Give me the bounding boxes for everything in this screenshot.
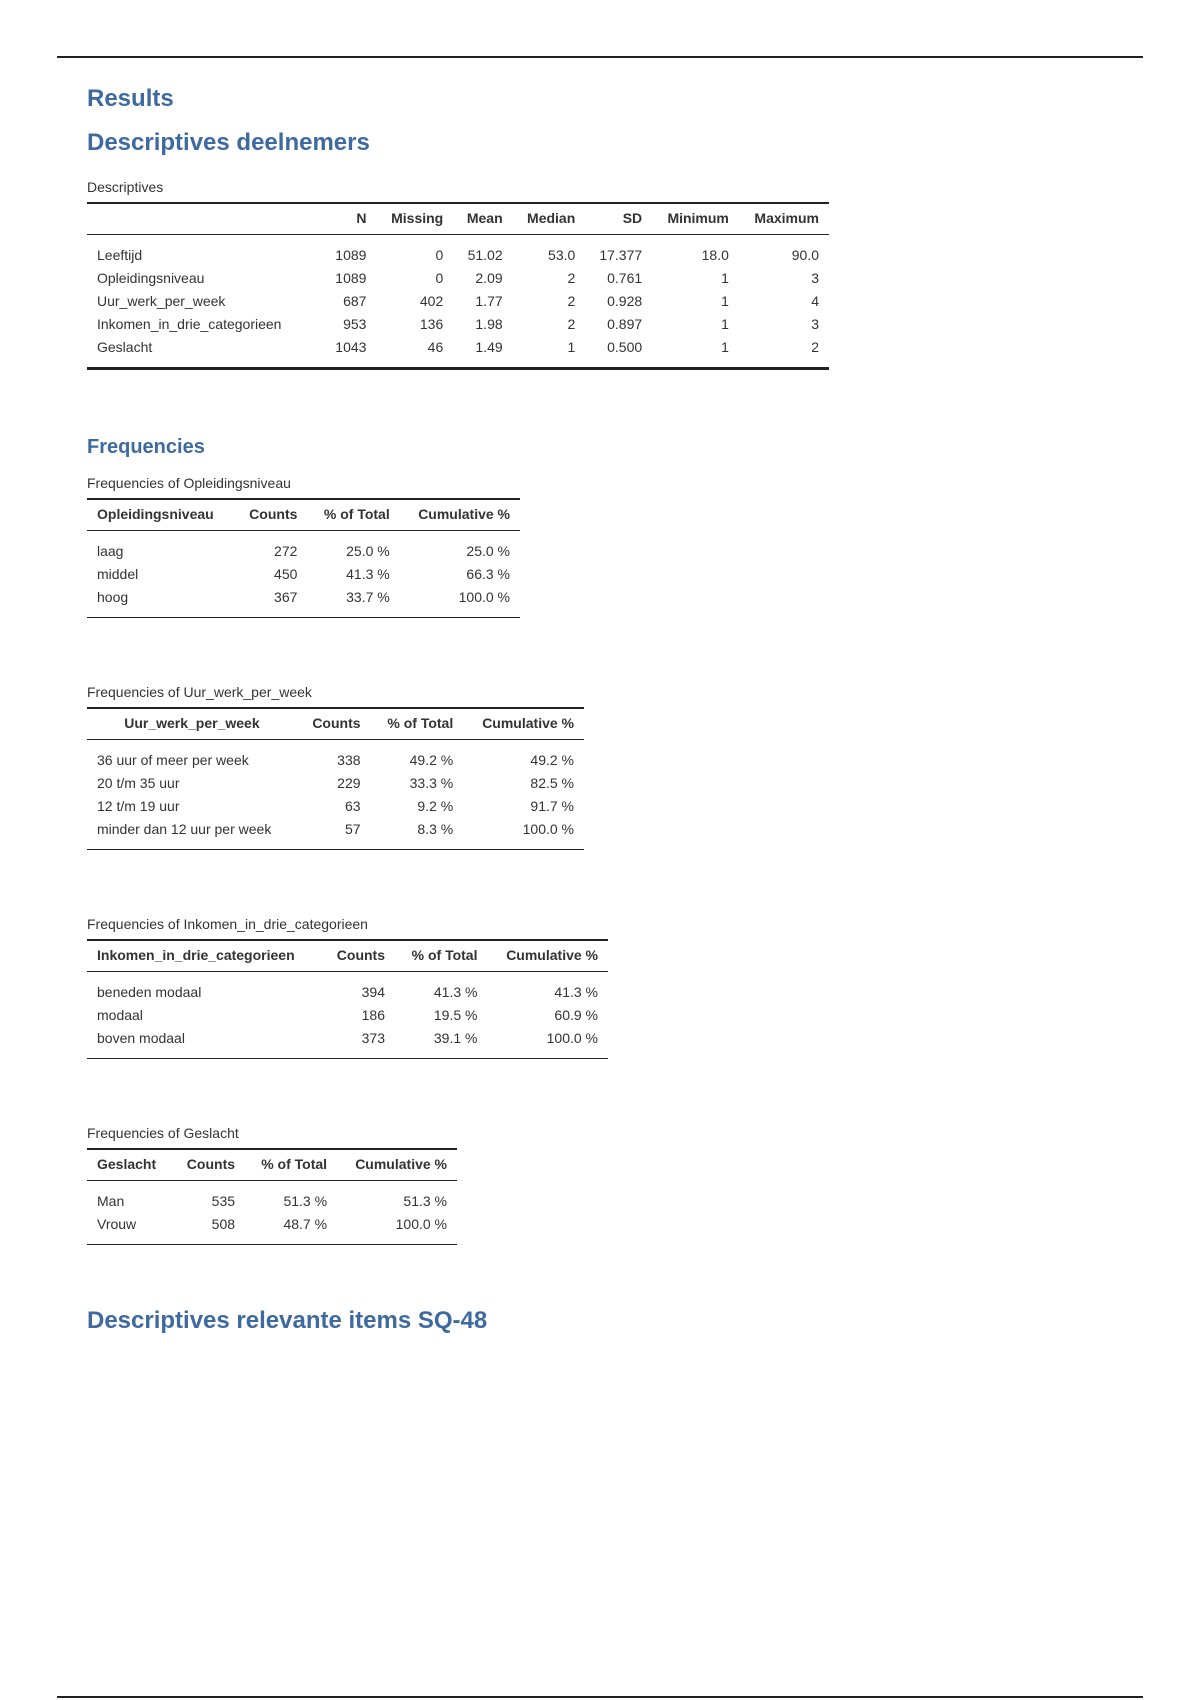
table-cell: 450 (274, 565, 298, 582)
table-cell: 338 (337, 751, 361, 768)
table-cell: Vrouw (87, 1212, 172, 1245)
table-cell: 51.02 (467, 246, 503, 263)
table-caption-opleiding: Frequencies of Opleidingsniveau (87, 475, 291, 491)
table-caption-inkomen: Frequencies of Inkomen_in_drie_categorieen (87, 916, 368, 932)
table-cell: 90.0 (791, 246, 819, 263)
table-cell: 1.77 (475, 292, 503, 309)
table-cell: 48.7 % (245, 1212, 337, 1245)
table-cell: Geslacht (87, 335, 322, 369)
section-heading-frequencies: Frequencies (87, 436, 205, 458)
table-cell: 1089 (335, 246, 367, 263)
table-cell: 2 (567, 292, 576, 309)
table-cell: 1.49 (453, 335, 512, 369)
table-cell: 100.0 % (463, 817, 584, 850)
section-heading-sq48: Descriptives relevante items SQ-48 (87, 1307, 488, 1334)
table-cell: 100.0 % (400, 585, 520, 618)
table-cell: 20 t/m 35 uur (97, 774, 180, 791)
table-cell: beneden modaal (97, 983, 202, 1000)
table-cell: 82.5 % (530, 774, 574, 791)
table-cell: 1 (721, 315, 729, 332)
table-cell: 402 (419, 292, 444, 309)
table-cell: 18.0 (701, 246, 729, 263)
column-header: Counts (297, 708, 371, 740)
table-cell: 60.9 % (554, 1006, 598, 1023)
freq-opleiding-table (87, 498, 520, 618)
table-caption-descriptives: Descriptives (87, 179, 164, 195)
column-header: % of Total (307, 499, 399, 531)
column-header: Maximum (739, 203, 829, 235)
table-cell: 367 (234, 585, 307, 618)
table-row (87, 562, 520, 585)
table-cell: Man (97, 1192, 125, 1209)
table-cell: 2 (739, 335, 829, 369)
table-cell: 2 (567, 315, 576, 332)
table-row (87, 1181, 457, 1213)
table-cell: 186 (361, 1006, 385, 1023)
column-header: % of Total (245, 1149, 337, 1181)
column-header: Counts (172, 1149, 245, 1181)
table-caption-uur: Frequencies of Uur_werk_per_week (87, 684, 312, 700)
column-header: Minimum (652, 203, 739, 235)
table-cell: modaal (97, 1006, 143, 1023)
table-cell: 4 (811, 292, 819, 309)
table-cell: 2 (567, 269, 576, 286)
column-header: Missing (376, 203, 453, 235)
freq-opleiding-block (87, 475, 829, 618)
table-cell: 0.500 (585, 335, 652, 369)
table-cell: 91.7 % (530, 797, 574, 814)
table-cell: 687 (343, 292, 367, 309)
table-cell: 33.7 % (307, 585, 399, 618)
table-row (87, 289, 829, 312)
table-cell: Uur_werk_per_week (97, 292, 226, 309)
table-row (87, 972, 608, 1004)
table-row (87, 771, 584, 794)
table-cell: 49.2 % (409, 751, 454, 768)
column-header: Uur_werk_per_week (87, 708, 297, 740)
table-cell: 1.98 (475, 315, 503, 332)
table-cell: 8.3 % (371, 817, 464, 850)
table-row (87, 740, 584, 772)
freq-uur-block (87, 684, 829, 850)
table-row (87, 1026, 608, 1059)
table-cell: 0.897 (607, 315, 643, 332)
table-cell: 0.928 (607, 292, 643, 309)
table-row (87, 817, 584, 850)
column-header (87, 203, 322, 235)
table-cell: 535 (211, 1192, 236, 1209)
table-cell: 508 (172, 1212, 245, 1245)
table-cell: Inkomen_in_drie_categorieen (97, 315, 282, 332)
table-cell: 57 (297, 817, 371, 850)
table-cell: minder dan 12 uur per week (87, 817, 297, 850)
table-cell: 1 (652, 335, 739, 369)
table-row (87, 585, 520, 618)
table-cell: 39.1 % (395, 1026, 487, 1059)
column-header: % of Total (395, 940, 487, 972)
table-cell: 66.3 % (466, 565, 510, 582)
table-cell: 19.5 % (433, 1006, 478, 1023)
table-cell: 0 (435, 246, 444, 263)
table-header-row (87, 708, 584, 740)
table-header-row (87, 499, 520, 531)
table-row (87, 1003, 608, 1026)
descriptives-block (87, 179, 829, 370)
table-cell: Leeftijd (97, 246, 143, 263)
column-header: Cumulative % (487, 940, 608, 972)
table-cell: 3 (811, 269, 819, 286)
table-row (87, 312, 829, 335)
table-cell: 0 (435, 269, 444, 286)
table-cell: 373 (322, 1026, 396, 1059)
column-header: Counts (322, 940, 396, 972)
table-row (87, 531, 520, 563)
table-cell: 25.0 % (466, 542, 510, 559)
table-cell: 17.377 (599, 246, 643, 263)
table-cell: 1089 (335, 269, 367, 286)
column-header: N (322, 203, 376, 235)
table-cell: 394 (361, 983, 385, 1000)
table-cell: 100.0 % (337, 1212, 457, 1245)
table-cell: 1 (721, 292, 729, 309)
table-cell: 1 (513, 335, 586, 369)
table-cell: 33.3 % (409, 774, 454, 791)
table-cell: 63 (344, 797, 361, 814)
column-header: Mean (453, 203, 512, 235)
table-cell: 3 (811, 315, 819, 332)
table-cell: 9.2 % (417, 797, 454, 814)
results-heading: Results (87, 85, 174, 112)
table-row (87, 794, 584, 817)
table-cell: 51.3 % (403, 1192, 447, 1209)
table-cell: 36 uur of meer per week (97, 751, 249, 768)
table-header-row (87, 940, 608, 972)
table-row (87, 1212, 457, 1245)
table-cell: 12 t/m 19 uur (97, 797, 180, 814)
table-cell: 25.0 % (346, 542, 390, 559)
freq-inkomen-block (87, 916, 829, 1059)
table-cell: 53.0 (548, 246, 576, 263)
table-row (87, 235, 829, 267)
table-caption-geslacht: Frequencies of Geslacht (87, 1125, 239, 1141)
column-header: Cumulative % (400, 499, 520, 531)
column-header: Cumulative % (337, 1149, 457, 1181)
table-cell: 46 (376, 335, 453, 369)
table-cell: hoog (87, 585, 234, 618)
table-cell: 0.761 (607, 269, 643, 286)
column-header: % of Total (371, 708, 464, 740)
table-cell: 1043 (322, 335, 376, 369)
table-cell: 136 (419, 315, 444, 332)
column-header: SD (585, 203, 652, 235)
table-cell: laag (97, 542, 124, 559)
page-top-rule (57, 56, 1143, 58)
page-bottom-rule (57, 1696, 1143, 1698)
table-cell: 100.0 % (487, 1026, 608, 1059)
table-cell: 1 (721, 269, 729, 286)
column-header: Median (513, 203, 586, 235)
column-header: Opleidingsniveau (87, 499, 234, 531)
table-cell: 953 (343, 315, 367, 332)
table-row (87, 335, 829, 369)
freq-inkomen-table (87, 939, 608, 1059)
table-header-row (87, 203, 829, 235)
table-cell: Opleidingsniveau (97, 269, 205, 286)
table-cell: 41.3 % (554, 983, 598, 1000)
descriptives-table (87, 202, 829, 370)
column-header: Cumulative % (463, 708, 584, 740)
table-header-row (87, 1149, 457, 1181)
table-cell: 41.3 % (433, 983, 478, 1000)
table-cell: 2.09 (475, 269, 503, 286)
table-cell: 49.2 % (530, 751, 574, 768)
freq-geslacht-block (87, 1125, 829, 1245)
table-cell: 41.3 % (346, 565, 390, 582)
section-heading-descriptives: Descriptives deelnemers (87, 129, 370, 156)
table-cell: 51.3 % (283, 1192, 328, 1209)
column-header: Geslacht (87, 1149, 172, 1181)
table-cell: 229 (337, 774, 361, 791)
table-cell: boven modaal (87, 1026, 322, 1059)
column-header: Counts (234, 499, 307, 531)
freq-uur-table (87, 707, 584, 850)
column-header: Inkomen_in_drie_categorieen (87, 940, 322, 972)
results-content (87, 85, 829, 1335)
table-row (87, 266, 829, 289)
freq-geslacht-table (87, 1148, 457, 1245)
table-cell: 272 (274, 542, 298, 559)
table-cell: middel (97, 565, 139, 582)
